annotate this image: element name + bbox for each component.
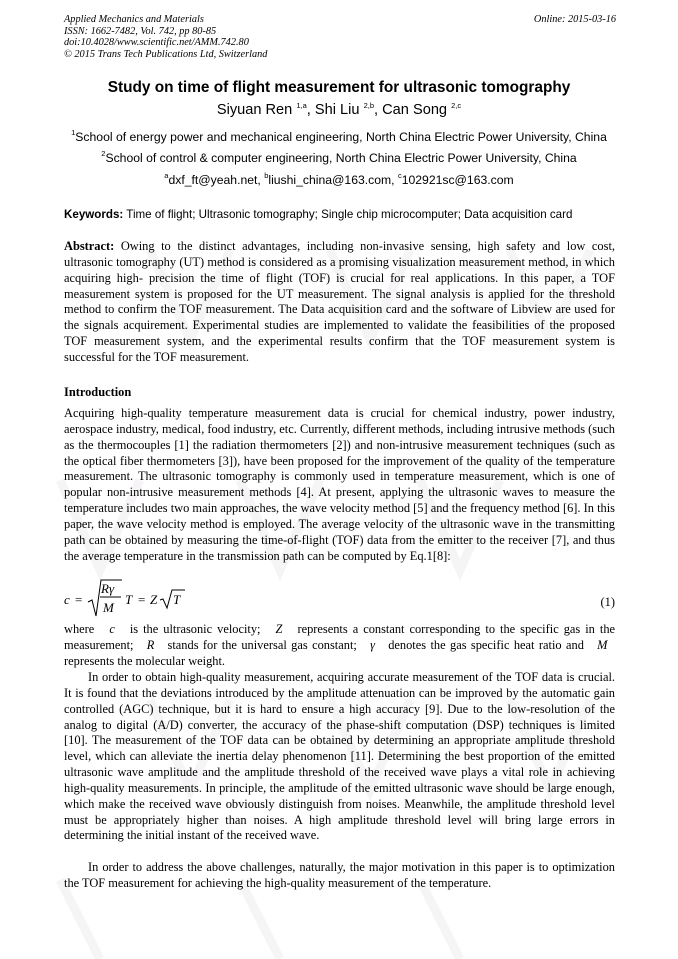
eq-numerator: Rγ: [101, 581, 115, 596]
email-line: $^a$dxf_ft@yeah.net, $^b$liushi_china@163.com, $^c$102921sc@163.com: [164, 171, 514, 187]
equation-formula: [64, 578, 264, 620]
journal-header: [64, 14, 616, 60]
svg-text:=: =: [75, 592, 83, 607]
affiliation-sup: 1: [71, 128, 76, 137]
eq-z: Z: [150, 592, 158, 607]
keywords-line: [64, 208, 624, 221]
email-address: 102921sc@163.com: [401, 173, 514, 187]
email-sup: a: [164, 171, 169, 180]
copyright-line: © 2015 Trans Tech Publications Ltd, Switzerland: [64, 48, 268, 60]
author-sup: 1,a: [296, 101, 307, 110]
where-text: denotes the gas specific heat ratio and: [388, 637, 584, 652]
where-text: where: [64, 622, 95, 636]
where-text: represents a constant corresponding to the specific gas in the measurement;: [64, 622, 616, 652]
var-z: Z: [275, 622, 283, 636]
intro-paragraph-3: [64, 860, 615, 892]
email-sup: b: [264, 171, 269, 180]
svg-text:=: =: [138, 592, 146, 607]
where-text: is the ultrasonic velocity;: [129, 622, 261, 636]
section-heading: Introduction: [64, 385, 132, 399]
affiliation-sup: 2: [101, 149, 106, 158]
intro-paragraph-2: [64, 670, 615, 844]
author-list: Siyuan Ren $^{1,a}$, Shi Liu $^{2,b}$, Can Song $^{2,c}$: [216, 101, 462, 118]
author-name: Shi Liu: [314, 102, 360, 118]
paper-title: Study on time of flight measurement for ultrasonic tomography: [107, 79, 571, 96]
keywords-label: Keywords:: [64, 208, 124, 221]
equation-1: [64, 578, 615, 620]
intro-paragraph-where: [64, 622, 615, 670]
where-text: stands for the universal gas constant;: [167, 637, 357, 652]
email-address: liushi_china@163.com: [268, 173, 392, 187]
paragraph-text: In order to obtain high-quality measurement, acquiring accurate measurement of the TOF data is crucial. It is found that the deviations introduced by the amplitude attenuation can be improved by the automatic gain controlled (AGC) technique, but it is hard to ensure a high accuracy [9]. Due to the low-resolution of the analog to digital (A/D) converter, the accuracy of the phase-shift computation (DSP) techniques is limited [10]. The measurement of the TOF data can be obtained by determining an appropriate amplitude threshold level, which can alleviate the inertia delay phenomenon [11]. Determining the best proportion of the emitted ultrasonic wave amplitude and the amplitude threshold of the received wave plays a vital role in achieving high-quality measurements. In principle, the amplitude of the emitted ultrasonic wave should be large enough, which make the received wave obviously distinguish from noises. Meanwhile, the amplitude threshold level must be appropriately higher than noises. A high amplitude threshold level will bring large errors in determining the initial instant of the received wave.: [64, 670, 615, 843]
affiliation-text: School of energy power and mechanical engineering, North China Electric Power University, China: [75, 130, 607, 144]
abstract-text: Owing to the distinct advantages, including non-invasive sensing, high safety and low cost, ultrasonic tomography (UT) method is considered as a promising visualization measurement method, in which acquiring high- precision the time of flight (TOF) is crucial for real applications. In this paper, a TOF measurement system is proposed for the UT measurement. The signal analysis is applied for the threshold method to confirm the TOF measurement. The Data acquisition card and the software of Libview are used for the signals acquirement. Experimental studies are implemented to validate the feasibilities of the proposed TOF measurement system, and the experimental results confirm that the TOF measurement system is successful for the TOF measurement.: [64, 239, 615, 364]
abstract-label: Abstract:: [64, 239, 115, 253]
paragraph-text: In order to address the above challenges, naturally, the major motivation in this paper is to optimization the TOF measurement for achieving the high-quality measurement of the temperature.: [64, 860, 615, 890]
where-text: represents the molecular weight.: [64, 653, 226, 668]
doi-line: doi:10.4028/www.scientific.net/AMM.742.80: [64, 37, 249, 49]
eq-t2: T: [173, 592, 181, 607]
email-sup: c: [397, 171, 402, 180]
affiliation-text: School of control & computer engineering, North China Electric Power University, China: [105, 151, 577, 165]
affiliation-1: [0, 130, 678, 144]
author-sup: 2,c: [451, 101, 462, 110]
author-name: Can Song: [382, 102, 448, 118]
var-r: R: [146, 637, 155, 652]
author-name: Siyuan Ren: [216, 102, 293, 118]
issn-line: ISSN: 1662-7482, Vol. 742, pp 80-85: [64, 25, 217, 37]
online-date: Online: 2015-03-16: [533, 14, 616, 25]
equation-number: (1): [600, 595, 615, 609]
keywords-text: Time of flight; Ultrasonic tomography; Single chip microcomputer; Data acquisition card: [126, 208, 573, 221]
abstract-block: [64, 239, 615, 366]
eq-denominator: M: [103, 600, 114, 615]
var-m: M: [597, 637, 608, 652]
author-sup: 2,b: [363, 101, 375, 110]
intro-paragraph-1: [64, 406, 615, 564]
affiliation-2: [0, 151, 678, 165]
eq-lhs: c: [64, 592, 70, 607]
eq-t: T: [125, 592, 133, 607]
paragraph-text: Acquiring high-quality temperature measurement data is crucial for chemical industry, power industry, aerospace industry, medical, food industry, etc. Currently, different methods, including intrusive methods (such as the thermocouples [1] the radiation thermometers [2]) and non-intrusive measurement techniques (such as the optical fiber thermometers [3]), have been proposed for the improvement of the quality of the temperature measurement. The ultrasonic tomography is commonly used in temperature measurement, which is one of popular non-intrusive measurement methods [4]. At present, applying the ultrasonic waves to measure the temperature includes two main approaches, the wave velocity method [5] and the frequency method [6]. In this paper, the wave velocity method is employed. The average velocity of the ultrasonic wave in the transmitting path can be obtained by measuring the time-of-flight (TOF) data from the emitter to the receiver [7], and thus the average temperature in the transmission path can be computed by Eq.1[8]:: [64, 406, 615, 563]
var-gamma: γ: [370, 637, 375, 652]
journal-name: Applied Mechanics and Materials: [64, 14, 204, 25]
var-c: c: [109, 622, 115, 636]
email-address: dxf_ft@yeah.net: [168, 173, 258, 187]
